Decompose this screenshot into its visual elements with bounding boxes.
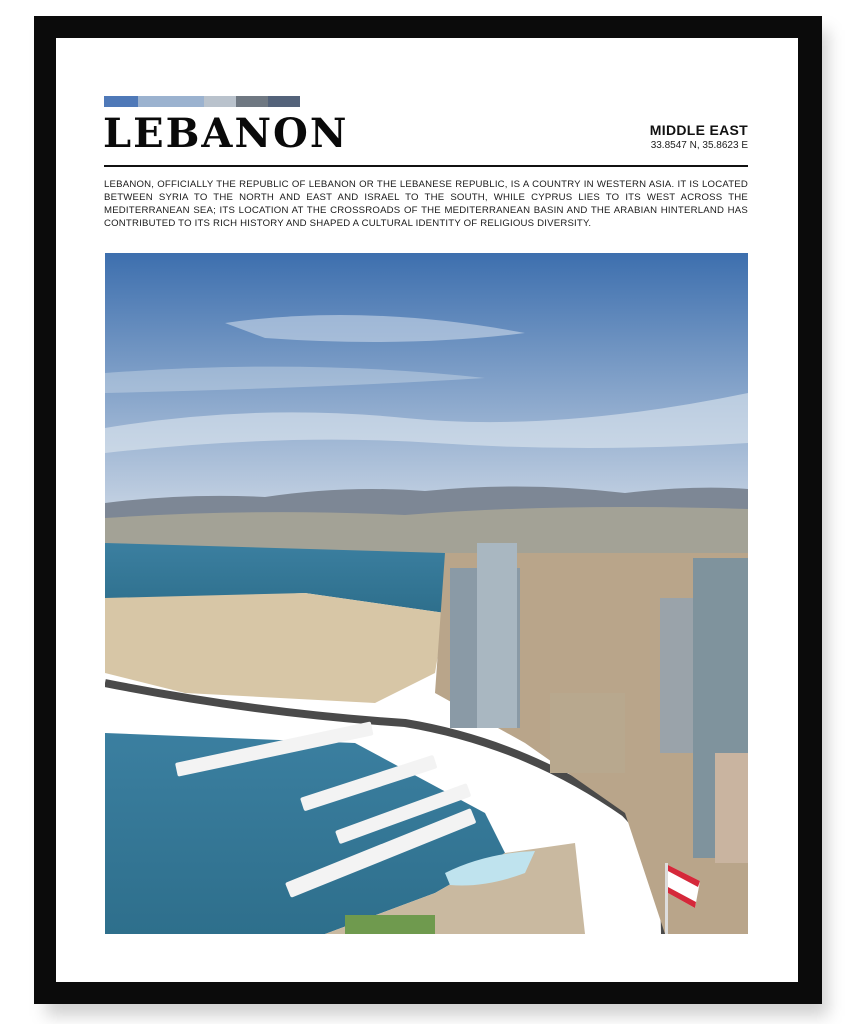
poster-title: LEBANON: [103, 110, 349, 157]
palette-swatch: [268, 96, 300, 107]
palette-swatch: [138, 96, 204, 107]
tower: [477, 543, 517, 728]
palette-swatch: [104, 96, 138, 107]
title-divider: [104, 165, 748, 167]
aerial-city-photo: [105, 253, 748, 934]
country-description: LEBANON, OFFICIALLY THE REPUBLIC OF LEBANON OR THE LEBANESE REPUBLIC, IS A COUNTRY IN WESTERN ASIA. IT IS LOCATED BETWEEN SYRIA TO THE NORTH AND EAST AND ISRAEL TO THE SOUTH, WHILE CYPRUS LIES TO ITS WEST ACROSS THE MEDITERRANEAN SEA; ITS LOCATION AT THE CROSSROADS OF THE MEDITERRANEAN BASIN AND THE ARABIAN HINTERLAND HAS CONTRIBUTED TO ITS RICH HISTORY AND SHAPED A CULTURAL IDENTITY OF RELIGIOUS DIVERSITY.: [104, 179, 748, 229]
lawn: [345, 915, 435, 934]
palette-swatch: [236, 96, 268, 107]
palette-swatch: [204, 96, 236, 107]
reclaimed-land: [105, 593, 445, 703]
tower: [550, 693, 625, 773]
tower: [660, 598, 696, 753]
tower: [715, 753, 748, 863]
flag-pole: [665, 863, 668, 934]
coordinates-label: 33.8547 N, 35.8623 E: [650, 140, 748, 151]
region-label: MIDDLE EAST: [649, 122, 748, 138]
color-palette: [104, 96, 300, 107]
